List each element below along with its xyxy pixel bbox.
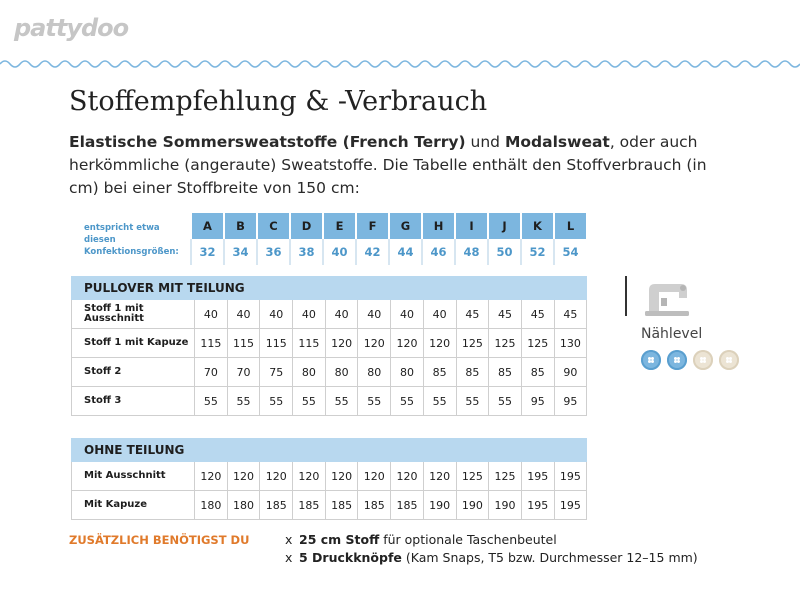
value-cell: 40	[260, 300, 293, 329]
value-cell: 55	[227, 387, 260, 416]
size-letter: H	[422, 213, 455, 239]
intro-text-2: , oder auch herkömmliche (angeraute) Sweatstoffe. Die Tabelle enthält den Stoffverbrauch (in cm) bei einer Stoffbreite von 150 cm:	[69, 133, 707, 197]
value-cell: 120	[325, 329, 358, 358]
value-cell: 120	[325, 462, 358, 491]
value-cell: 40	[325, 300, 358, 329]
table-row	[72, 387, 587, 416]
value-cell: 185	[293, 491, 326, 520]
size-header-table	[190, 213, 586, 265]
value-cell: 125	[456, 462, 489, 491]
value-cell: 195	[521, 462, 554, 491]
value-cell: 185	[391, 491, 424, 520]
value-cell: 55	[423, 387, 456, 416]
size-caption-text: entspricht etwa diesen Konfektionsgrößen:	[84, 223, 179, 257]
row-label: Stoff 1 mit Ausschnitt	[72, 300, 195, 329]
value-cell: 55	[325, 387, 358, 416]
extras-marker: x	[285, 532, 293, 547]
value-cell: 80	[391, 358, 424, 387]
size-caption	[84, 222, 184, 258]
value-cell: 40	[391, 300, 424, 329]
value-cell: 85	[456, 358, 489, 387]
size-letter: F	[356, 213, 389, 239]
intro-bold-1: Elastische Sommersweatstoffe (French Terry)	[69, 133, 466, 151]
row-label: Mit Ausschnitt	[72, 462, 195, 491]
size-letter: L	[554, 213, 586, 239]
size-letters-row	[191, 213, 586, 239]
value-cell: 95	[554, 387, 587, 416]
value-cell: 55	[489, 387, 522, 416]
value-cell: 180	[195, 491, 228, 520]
value-cell: 55	[293, 387, 326, 416]
row-label: Stoff 2	[72, 358, 195, 387]
value-cell: 45	[489, 300, 522, 329]
size-number: 38	[290, 239, 323, 265]
sewing-level-label: Nählevel	[641, 326, 703, 342]
value-cell: 120	[293, 462, 326, 491]
page-title: Stoffempfehlung & -Verbrauch	[69, 86, 488, 117]
value-cell: 125	[489, 462, 522, 491]
value-cell: 115	[293, 329, 326, 358]
value-cell: 120	[195, 462, 228, 491]
value-cell: 125	[521, 329, 554, 358]
value-cell: 115	[227, 329, 260, 358]
value-cell: 190	[423, 491, 456, 520]
size-letter: G	[389, 213, 422, 239]
table-row	[72, 491, 587, 520]
extras-item-bold: 5 Druckknöpfe	[299, 550, 402, 565]
value-cell: 180	[227, 491, 260, 520]
extras-item	[285, 531, 698, 549]
value-cell: 75	[260, 358, 293, 387]
value-cell: 125	[489, 329, 522, 358]
value-cell: 45	[456, 300, 489, 329]
extras-list	[285, 531, 698, 567]
value-cell: 195	[554, 491, 587, 520]
button-hole	[729, 360, 732, 363]
extras-item	[285, 549, 698, 567]
size-numbers-row	[191, 239, 586, 265]
value-cell: 125	[456, 329, 489, 358]
size-letter: D	[290, 213, 323, 239]
size-number: 54	[554, 239, 586, 265]
size-letter: I	[455, 213, 488, 239]
size-number: 36	[257, 239, 290, 265]
value-cell: 195	[521, 491, 554, 520]
size-letter: E	[323, 213, 356, 239]
intro-text	[69, 131, 719, 200]
size-number: 48	[455, 239, 488, 265]
size-number: 50	[488, 239, 521, 265]
value-cell: 130	[554, 329, 587, 358]
value-cell: 40	[423, 300, 456, 329]
value-cell: 185	[260, 491, 293, 520]
value-cell: 120	[260, 462, 293, 491]
value-cell: 55	[260, 387, 293, 416]
size-number: 32	[191, 239, 224, 265]
value-cell: 120	[391, 329, 424, 358]
value-cell: 70	[195, 358, 228, 387]
fabric-table	[71, 276, 587, 520]
section-title: OHNE TEILUNG	[72, 439, 587, 462]
size-number: 44	[389, 239, 422, 265]
size-number: 46	[422, 239, 455, 265]
value-cell: 40	[227, 300, 260, 329]
row-label: Mit Kapuze	[72, 491, 195, 520]
table-row	[72, 358, 587, 387]
value-cell: 90	[554, 358, 587, 387]
table-row	[72, 329, 587, 358]
pattydoo-logo: pattydoo	[14, 14, 129, 42]
value-cell: 80	[293, 358, 326, 387]
button-hole	[651, 360, 654, 363]
intro-bold-2: Modalsweat	[504, 133, 610, 151]
button-icon	[719, 350, 739, 370]
wave-divider	[0, 56, 800, 72]
size-letter: C	[257, 213, 290, 239]
table-row	[72, 300, 587, 329]
value-cell: 85	[489, 358, 522, 387]
section-title: PULLOVER MIT TEILUNG	[72, 277, 587, 300]
button-hole	[703, 360, 706, 363]
value-cell: 85	[521, 358, 554, 387]
value-cell: 80	[358, 358, 391, 387]
value-cell: 120	[391, 462, 424, 491]
size-number: 34	[224, 239, 257, 265]
level-divider	[625, 276, 627, 316]
value-cell: 55	[358, 387, 391, 416]
value-cell: 55	[456, 387, 489, 416]
section-header	[72, 439, 587, 462]
row-label: Stoff 1 mit Kapuze	[72, 329, 195, 358]
value-cell: 120	[358, 462, 391, 491]
value-cell: 55	[391, 387, 424, 416]
button-icon	[667, 350, 687, 370]
size-letter: K	[521, 213, 554, 239]
value-cell: 120	[423, 462, 456, 491]
value-cell: 120	[358, 329, 391, 358]
value-cell: 120	[423, 329, 456, 358]
size-number: 40	[323, 239, 356, 265]
value-cell: 115	[260, 329, 293, 358]
sewing-level-buttons	[641, 350, 739, 370]
section-gap	[72, 416, 587, 439]
value-cell: 185	[358, 491, 391, 520]
value-cell: 115	[195, 329, 228, 358]
size-letter: J	[488, 213, 521, 239]
size-letter: A	[191, 213, 224, 239]
gap-cell	[72, 416, 587, 439]
extras-heading: ZUSÄTZLICH BENÖTIGST DU	[69, 533, 250, 547]
value-cell: 195	[554, 462, 587, 491]
table-row	[72, 462, 587, 491]
value-cell: 95	[521, 387, 554, 416]
intro-text-1: und	[465, 133, 505, 151]
button-icon	[693, 350, 713, 370]
row-label: Stoff 3	[72, 387, 195, 416]
sewing-machine-icon	[641, 278, 691, 318]
section-header	[72, 277, 587, 300]
value-cell: 190	[489, 491, 522, 520]
sewing-level-panel	[625, 276, 755, 376]
value-cell: 40	[358, 300, 391, 329]
value-cell: 120	[227, 462, 260, 491]
value-cell: 190	[456, 491, 489, 520]
value-cell: 85	[423, 358, 456, 387]
extras-item-text: für optionale Taschenbeutel	[379, 532, 557, 547]
value-cell: 40	[195, 300, 228, 329]
value-cell: 55	[195, 387, 228, 416]
extras-item-text: (Kam Snaps, T5 bzw. Durchmesser 12–15 mm)	[401, 550, 698, 565]
value-cell: 40	[293, 300, 326, 329]
value-cell: 45	[521, 300, 554, 329]
value-cell: 45	[554, 300, 587, 329]
value-cell: 80	[325, 358, 358, 387]
button-hole	[677, 360, 680, 363]
value-cell: 185	[325, 491, 358, 520]
extras-item-bold: 25 cm Stoff	[299, 532, 380, 547]
button-icon	[641, 350, 661, 370]
extras-marker: x	[285, 550, 293, 565]
size-letter: B	[224, 213, 257, 239]
size-number: 42	[356, 239, 389, 265]
value-cell: 70	[227, 358, 260, 387]
size-number: 52	[521, 239, 554, 265]
